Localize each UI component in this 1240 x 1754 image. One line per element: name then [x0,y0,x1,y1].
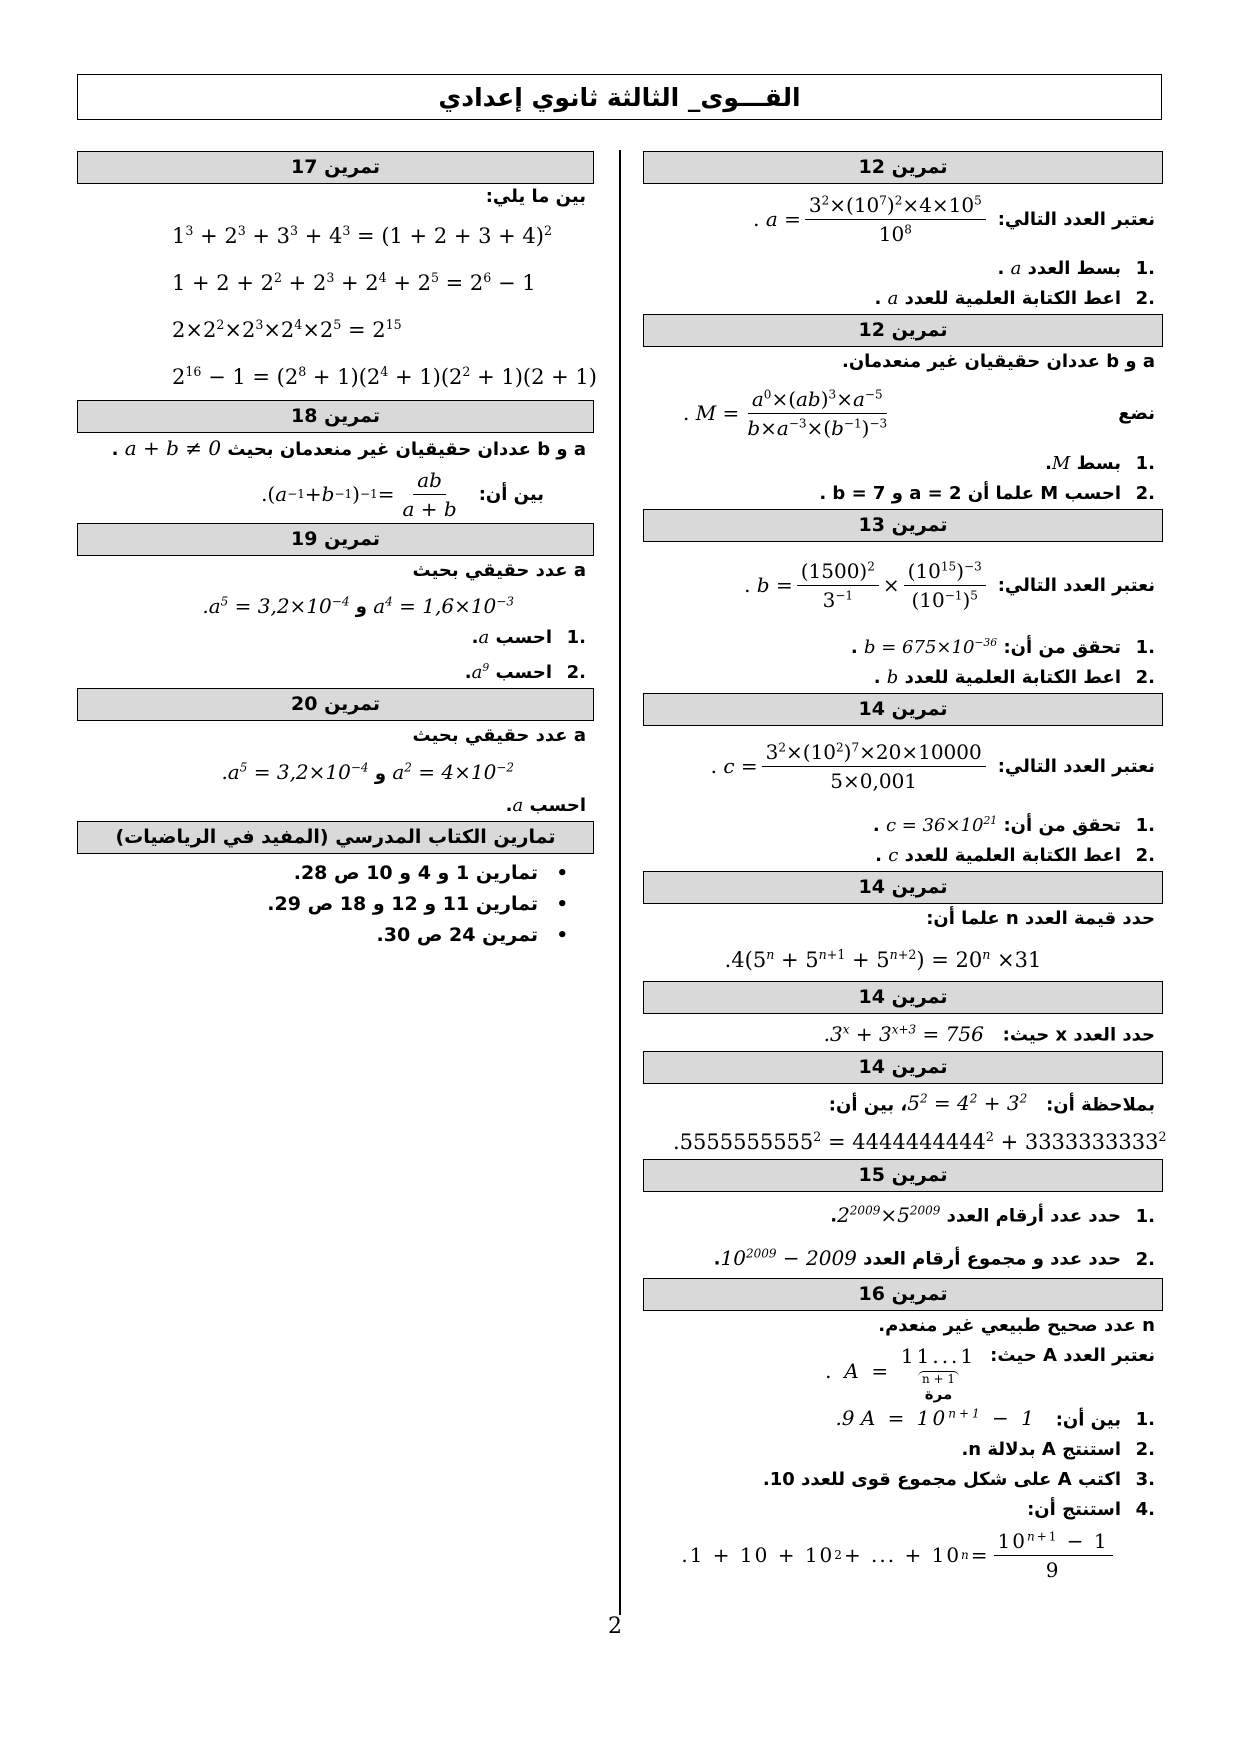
exercise-14d-intro: بملاحظة أن: $5^2 = 4^2$ + $3^2،$ بين أن: [828,1091,1155,1116]
exercise-17-header: تمرين 17 [77,151,594,184]
exercise-14a-q1: .1تحقق من أن: $c = 36\times 10^{21}$ . [872,814,1155,836]
exercise-19-intro: a عدد حقيقي بحيث [412,560,586,581]
exercise-20-intro: a عدد حقيقي بحيث [412,724,586,746]
exercise-14a-header: تمرين 14 [643,693,1163,726]
exercise-19-q1: .1احسب a. [471,626,586,648]
right-column [643,151,1167,1585]
exercise-17-eq4: $2^{16} - 1 = (2^8 + 1)(2^4 + 1)(2^2 + 1)(2 + 1)$ [172,364,597,389]
exercise-12b-intro: a و b عددان حقيقيان غير منعدمان. [841,351,1155,372]
textbook-exercises-header: تمارين الكتاب المدرسي (المفيد في الرياضيات) [77,821,594,854]
left-column [77,151,597,951]
exercise-17-eq3: $2\times 2^2\times 2^3\times 2^4\times 2^5 = 2^{15}$ [172,317,402,342]
exercise-14b-intro: حدد قيمة العدد n علما أن: [926,908,1155,929]
exercise-14c-header: تمرين 14 [643,981,1163,1014]
exercise-17-intro: بين ما يلي: [485,186,586,207]
exercise-16-definition: نعتبر العدد A حيث: . A = 11...1 n + 1 مرة [825,1343,1155,1403]
exercise-14a-statement: نعتبر العدد التالي: . c = $\frac{3^2\times(10^2)^7\times 20\times 10000}{5\times 0,001}$ [710,739,1155,793]
exercise-16-equation: .1 + 10 + 10 2 + ... + 10 n = $\frac{10^{n+1} - 1}{9}$ [643,1525,1163,1585]
exercise-12b-definition: نضع . M = $\frac{a^0\times(ab)^3\times a^{-5}}{b\times a^{-3}\times(b^{-1})^{-3}}$ [683,386,1155,440]
exercise-17-eq1: $1^3 + 2^3 + 3^3 + 4^3 = (1 + 2 + 3 + 4)^2$ [172,223,553,248]
exercise-16-q3: .3اكتب A على شكل مجموع قوى للعدد 10. [762,1469,1155,1491]
page-title: القـــوى_ الثالثة ثانوي إعدادي [77,74,1162,120]
list-item: • تمارين 11 و 12 و 18 ص 29. [77,889,538,920]
exercise-12a-statement: نعتبر العدد التالي: . a = $\frac{3^2\times(10^7)^2\times 4\times 10^5}{10^8}$ [753,192,1155,246]
list-item: • تمرين 24 ص 30. [77,920,538,951]
exercise-13-q2: .2اعط الكتابة العلمية للعدد b . [873,667,1155,688]
exercise-20-header: تمرين 20 [77,688,594,721]
exercise-16-header: تمرين 16 [643,1278,1163,1311]
exercise-12b-q1: .1بسط M. [1045,453,1155,474]
exercise-16-q1: .1بين أن: .9 $A = 10^{n+1} - 1$ [835,1406,1155,1431]
exercise-12b-q2: .2احسب M علما أن a = 2 و b = 7 . [819,483,1155,504]
exercise-14b-header: تمرين 14 [643,871,1163,904]
exercise-15-header: تمرين 15 [643,1159,1163,1192]
page-number: 2 [608,1614,622,1639]
exercise-15-q2: .2حدد عدد و مجموع أرقام العدد $10^{2009} - 2009$. [713,1245,1155,1270]
column-divider [619,150,621,1615]
exercise-19-given: $a^4 = 1,6\times 10^{-3}$ و $.a^5 = 3,2\times 10^{-4}$ [202,593,514,618]
exercise-14c-statement: حدد العدد x حيث: $.3^x + 3^{x+3} = 756$ [823,1021,1155,1046]
exercise-16-q2: .2استنتج A بدلالة n. [961,1439,1155,1461]
exercise-20-given: $a^2 = 4\times 10^{-2}$ و $.a^5 = 3,2\times 10^{-4}$ [221,760,514,785]
exercise-12a-q1: .1بسط العدد a . [997,258,1155,279]
exercise-14d-header: تمرين 14 [643,1051,1163,1084]
exercise-15-q1: .1حدد عدد أرقام العدد $2^{2009}\times 5^{2009}$. [830,1202,1155,1227]
exercise-13-statement: نعتبر العدد التالي: . b = $\frac{(1500)^2}{3^{-1}}$ × $\frac{(10^{15})^{-3}}{(10^{-1})^5}$ [744,558,1155,612]
exercise-14b-equation: $.4(5^n + 5^{n+1} + 5^{n+2}) = 20^n \times 31$ [724,947,1042,972]
exercise-16-q4: .4استنتج أن: [1027,1499,1155,1521]
exercise-18-intro: a و b عددان حقيقيان غير منعدمان بحيث a + b ≠ 0 . [111,436,586,460]
exercise-13-q1: .1تحقق من أن: $b = 675\times 10^{-36}$ . [850,636,1155,658]
exercise-16-intro: n عدد صحيح طبيعي غير منعدم. [878,1314,1155,1336]
exercise-13-header: تمرين 13 [643,509,1163,542]
exercise-19-header: تمرين 19 [77,523,594,556]
exercise-14d-equation: $.5555555555^2 = 4444444444^2 + 3333333333^2$ [673,1129,1167,1155]
exercise-12b-header: تمرين 12 [643,314,1163,347]
list-item: • تمارين 1 و 4 و 10 ص 28. [77,858,538,889]
exercise-17-eq2: $1 + 2 + 2^2 + 2^3 + 2^4 + 2^5 = 2^6 - 1$ [172,270,536,295]
exercise-12a-q2: .2اعط الكتابة العلمية للعدد a . [874,288,1155,309]
exercise-18-header: تمرين 18 [77,400,594,433]
exercise-18-equation: بين أن: .( a −1 + b −1 ) −1 = $\frac{ab}{a + b}$ [261,467,544,521]
exercise-20-q: احسب a. [505,795,586,817]
exercise-14a-q2: .2اعط الكتابة العلمية للعدد c . [875,845,1155,866]
exercise-19-q2: .2احسب $a^9$. [464,660,586,683]
textbook-exercises-list [77,858,594,951]
exercise-12a-header: تمرين 12 [643,151,1163,184]
